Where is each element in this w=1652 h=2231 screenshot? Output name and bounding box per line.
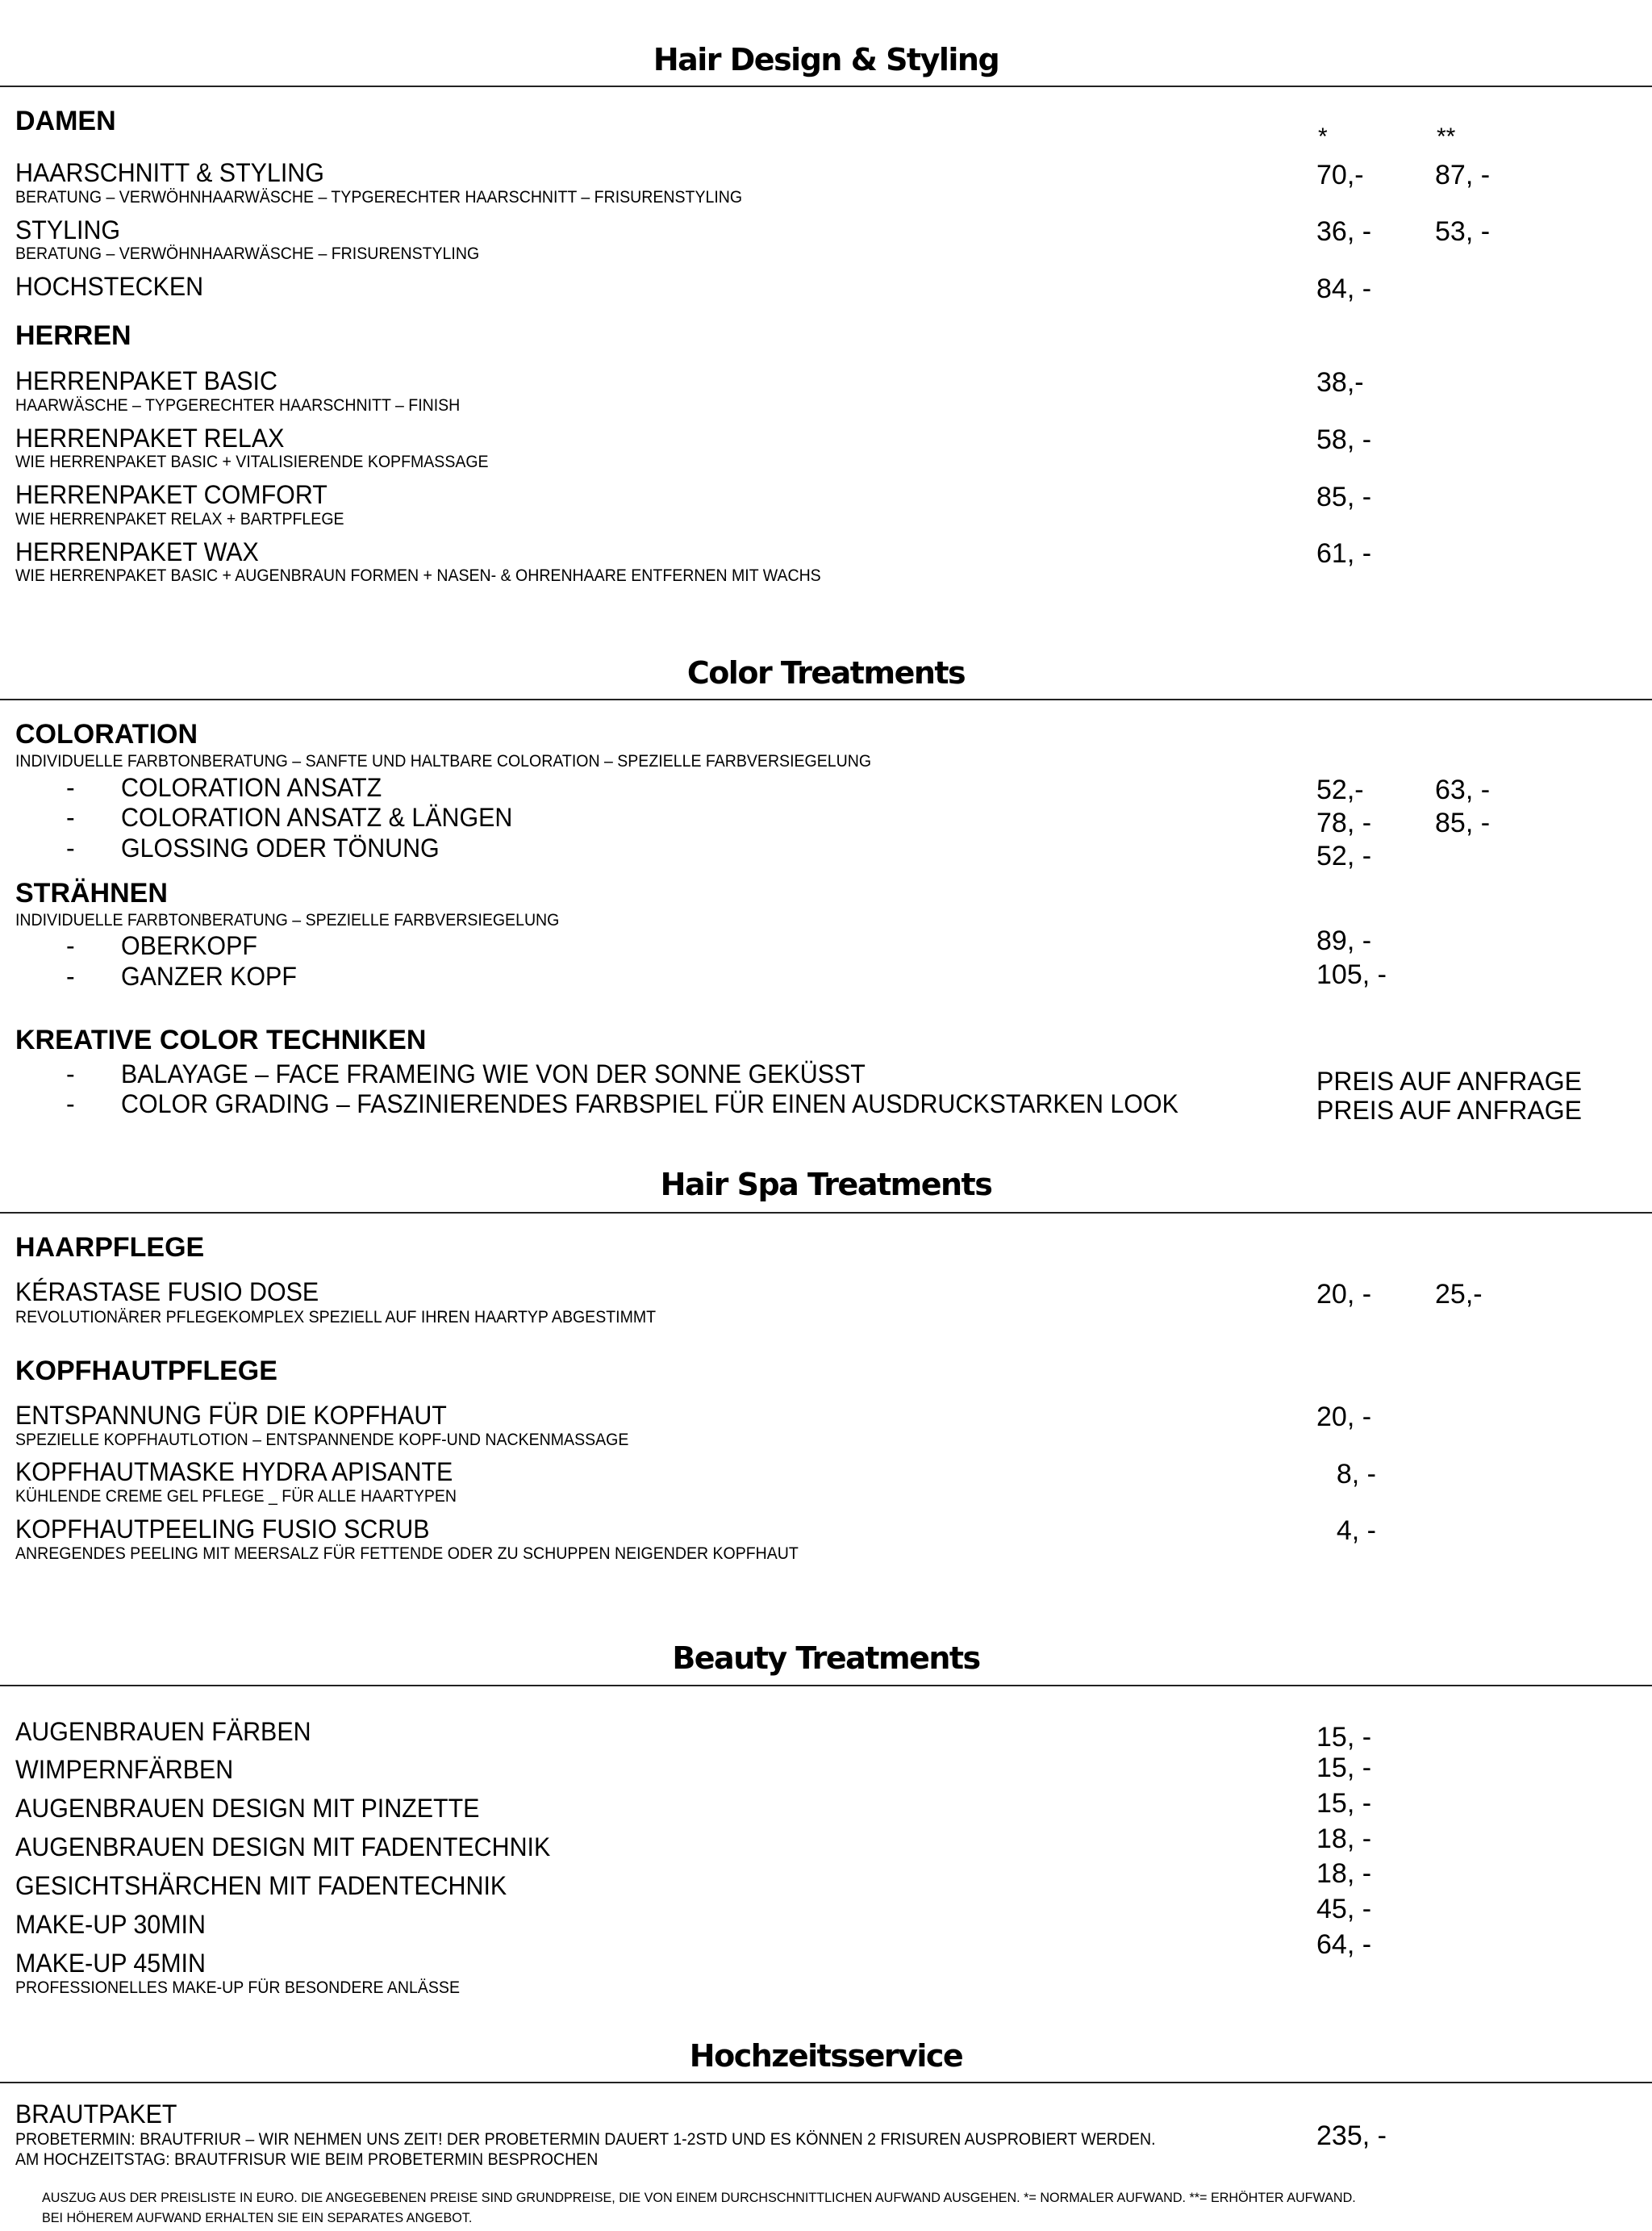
category-coloration: COLORATION bbox=[15, 719, 198, 750]
price-normal: 52,- bbox=[1316, 775, 1364, 805]
service-description: ANREGENDES PEELING MIT MEERSALZ FÜR FETTENDE ODER ZU SCHUPPEN NEIGENDER KOPFHAUT bbox=[15, 1544, 799, 1563]
service-name: GESICHTSHÄRCHEN MIT FADENTECHNIK bbox=[15, 1871, 507, 1900]
service-description: REVOLUTIONÄRER PFLEGEKOMPLEX SPEZIELL AUF IHREN HAARTYP ABGESTIMMT bbox=[15, 1308, 657, 1326]
category-straehnen: STRÄHNEN bbox=[15, 878, 168, 909]
column-header-normal: * bbox=[1318, 123, 1328, 150]
service-name: AUGENBRAUEN DESIGN MIT FADENTECHNIK bbox=[15, 1832, 551, 1861]
service-name: ENTSPANNUNG FÜR DIE KOPFHAUT bbox=[15, 1401, 447, 1430]
service-description: KÜHLENDE CREME GEL PFLEGE _ FÜR ALLE HAARTYPEN bbox=[15, 1487, 457, 1506]
service-description: BERATUNG – VERWÖHNHAARWÄSCHE – FRISURENSTYLING bbox=[15, 244, 480, 263]
bullet: - bbox=[66, 962, 75, 991]
service-name: HOCHSTECKEN bbox=[15, 272, 204, 301]
price-normal: 61, - bbox=[1316, 538, 1372, 569]
price-normal: 235, - bbox=[1316, 2120, 1387, 2151]
price-elevated: 87, - bbox=[1435, 160, 1491, 190]
service-name: KÉRASTASE FUSIO DOSE bbox=[15, 1277, 319, 1306]
section-divider bbox=[0, 86, 1652, 87]
service-name: STYLING bbox=[15, 215, 121, 244]
service-description: PROFESSIONELLES MAKE-UP FÜR BESONDERE ANLÄSSE bbox=[15, 1978, 460, 1997]
category-description: INDIVIDUELLE FARBTONBERATUNG – SANFTE UND HALTBARE COLORATION – SPEZIELLE FARBVERSIEGELUNG bbox=[15, 752, 872, 771]
service-name: HERRENPAKET BASIC bbox=[15, 366, 277, 395]
service-description: BERATUNG – VERWÖHNHAARWÄSCHE – TYPGERECHTER HAARSCHNITT – FRISURENSTYLING bbox=[15, 188, 743, 207]
service-description: HAARWÄSCHE – TYPGERECHTER HAARSCHNITT – FINISH bbox=[15, 396, 461, 415]
price-normal: 15, - bbox=[1316, 1788, 1372, 1819]
bullet: - bbox=[66, 833, 75, 863]
service-name: HAARSCHNITT & STYLING bbox=[15, 158, 324, 187]
price-normal: 36, - bbox=[1316, 216, 1372, 247]
price-normal: 8, - bbox=[1336, 1459, 1376, 1489]
bullet: - bbox=[66, 803, 75, 832]
price-normal: 18, - bbox=[1316, 1858, 1372, 1889]
section-title-hair-design: Hair Design & Styling bbox=[653, 42, 999, 77]
section-divider bbox=[0, 2082, 1652, 2083]
service-description: AM HOCHZEITSTAG: BRAUTFRISUR WIE BEIM PROBETERMIN BESPROCHEN bbox=[15, 2150, 599, 2169]
bullet: - bbox=[66, 773, 75, 802]
category-description: INDIVIDUELLE FARBTONBERATUNG – SPEZIELLE FARBVERSIEGELUNG bbox=[15, 911, 560, 930]
price-normal: 70,- bbox=[1316, 160, 1364, 190]
section-title-beauty: Beauty Treatments bbox=[672, 1640, 980, 1676]
service-name: HERRENPAKET RELAX bbox=[15, 424, 285, 453]
section-title-wedding: Hochzeitsservice bbox=[689, 2038, 963, 2074]
bullet: - bbox=[66, 1089, 75, 1118]
bullet: - bbox=[66, 931, 75, 960]
price-normal: 105, - bbox=[1316, 959, 1387, 990]
price-elevated: 85, - bbox=[1435, 808, 1491, 838]
service-description: WIE HERRENPAKET RELAX + BARTPFLEGE bbox=[15, 510, 344, 529]
price-normal: 15, - bbox=[1316, 1722, 1372, 1753]
service-name: AUGENBRAUEN FÄRBEN bbox=[15, 1717, 311, 1746]
service-name: GLOSSING ODER TÖNUNG bbox=[121, 833, 440, 863]
section-divider bbox=[0, 1685, 1652, 1686]
category-damen: DAMEN bbox=[15, 106, 116, 136]
service-name: BALAYAGE – FACE FRAMEING WIE VON DER SONNE GEKÜSST bbox=[121, 1059, 866, 1088]
service-name: COLORATION ANSATZ & LÄNGEN bbox=[121, 803, 513, 832]
service-name: COLORATION ANSATZ bbox=[121, 773, 382, 802]
service-name: HERRENPAKET WAX bbox=[15, 537, 259, 566]
price-normal: 20, - bbox=[1316, 1279, 1372, 1310]
category-haarpflege: HAARPFLEGE bbox=[15, 1232, 205, 1263]
price-normal: 18, - bbox=[1316, 1824, 1372, 1854]
service-name: HERRENPAKET COMFORT bbox=[15, 480, 327, 509]
service-name: KOPFHAUTMASKE HYDRA APISANTE bbox=[15, 1457, 453, 1486]
category-kreativ: KREATIVE COLOR TECHNIKEN bbox=[15, 1025, 427, 1055]
footer-note: BEI HÖHEREM AUFWAND ERHALTEN SIE EIN SEPARATES ANGEBOT. bbox=[42, 2210, 473, 2225]
price-normal: 58, - bbox=[1316, 424, 1372, 455]
service-name: COLOR GRADING – FASZINIERENDES FARBSPIEL FÜR EINEN AUSDRUCKSTARKEN LOOK bbox=[121, 1089, 1179, 1118]
footer-note: AUSZUG AUS DER PREISLISTE IN EURO. DIE ANGEGEBENEN PREISE SIND GRUNDPREISE, DIE VON EINEM DURCHSCHNITTLICHEN AUFWAND AUSGEHEN. *= NORMALER AUFWAND. **= ERHÖHTER AUFWAND. bbox=[42, 2190, 1356, 2205]
category-kopfhautpflege: KOPFHAUTPFLEGE bbox=[15, 1356, 277, 1386]
service-name: MAKE-UP 30MIN bbox=[15, 1910, 206, 1939]
price-normal: 20, - bbox=[1316, 1402, 1372, 1432]
price-normal: 84, - bbox=[1316, 274, 1372, 304]
price-elevated: 25,- bbox=[1435, 1279, 1483, 1310]
price-normal: 89, - bbox=[1316, 925, 1372, 956]
price-elevated: 63, - bbox=[1435, 775, 1491, 805]
section-divider bbox=[0, 699, 1652, 700]
price-normal: 52, - bbox=[1316, 841, 1372, 871]
category-herren: HERREN bbox=[15, 320, 131, 351]
price-on-request: PREIS AUF ANFRAGE bbox=[1316, 1067, 1582, 1096]
column-header-elevated: ** bbox=[1437, 123, 1456, 150]
service-name: AUGENBRAUEN DESIGN MIT PINZETTE bbox=[15, 1794, 480, 1823]
service-name: GANZER KOPF bbox=[121, 962, 297, 991]
price-on-request: PREIS AUF ANFRAGE bbox=[1316, 1096, 1582, 1125]
service-description: PROBETERMIN: BRAUTFRIUR – WIR NEHMEN UNS ZEIT! DER PROBETERMIN DAUERT 1-2STD UND ES KÖNNEN 2 FRISUREN AUSPROBIERT WERDEN. bbox=[15, 2130, 1156, 2149]
service-description: WIE HERRENPAKET BASIC + VITALISIERENDE KOPFMASSAGE bbox=[15, 453, 489, 471]
price-normal: 85, - bbox=[1316, 482, 1372, 512]
service-description: SPEZIELLE KOPFHAUTLOTION – ENTSPANNENDE KOPF-UND NACKENMASSAGE bbox=[15, 1431, 629, 1449]
price-normal: 15, - bbox=[1316, 1753, 1372, 1783]
service-name: WIMPERNFÄRBEN bbox=[15, 1755, 234, 1784]
bullet: - bbox=[66, 1059, 75, 1088]
service-name: MAKE-UP 45MIN bbox=[15, 1949, 206, 1978]
service-name: OBERKOPF bbox=[121, 931, 257, 960]
section-divider bbox=[0, 1212, 1652, 1214]
price-normal: 4, - bbox=[1336, 1515, 1376, 1546]
section-title-spa: Hair Spa Treatments bbox=[660, 1167, 992, 1202]
service-name: KOPFHAUTPEELING FUSIO SCRUB bbox=[15, 1514, 430, 1544]
price-elevated: 53, - bbox=[1435, 216, 1491, 247]
price-normal: 64, - bbox=[1316, 1929, 1372, 1960]
service-description: WIE HERRENPAKET BASIC + AUGENBRAUN FORMEN + NASEN- & OHRENHAARE ENTFERNEN MIT WACHS bbox=[15, 566, 821, 585]
price-normal: 38,- bbox=[1316, 367, 1364, 398]
price-normal: 45, - bbox=[1316, 1894, 1372, 1924]
service-name: BRAUTPAKET bbox=[15, 2099, 177, 2129]
price-normal: 78, - bbox=[1316, 808, 1372, 838]
section-title-color: Color Treatments bbox=[686, 655, 966, 691]
